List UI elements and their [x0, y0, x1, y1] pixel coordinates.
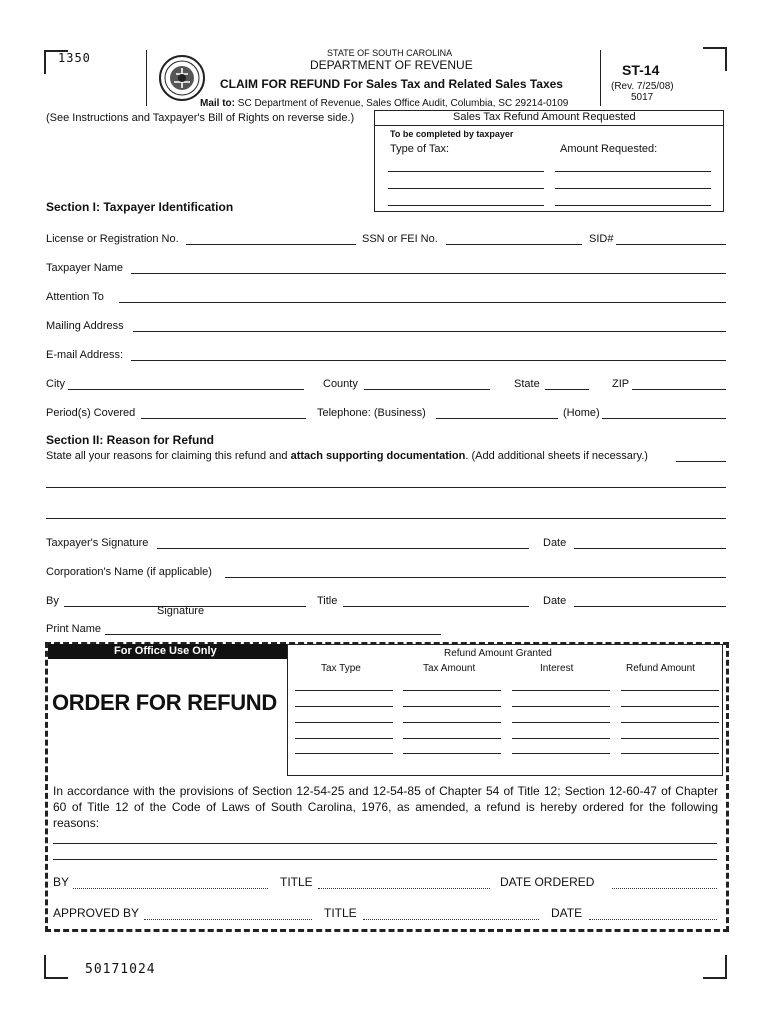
state-field[interactable] — [545, 389, 589, 390]
approved-by-label: APPROVED BY — [53, 906, 140, 920]
by-title-label: Title — [317, 595, 338, 607]
department-name: DEPARTMENT OF REVENUE — [310, 58, 473, 72]
approved-by-field[interactable] — [144, 919, 312, 920]
license-field[interactable] — [186, 244, 356, 245]
email-label: E-mail Address: — [46, 349, 124, 361]
corner-mark-top-right — [703, 47, 727, 71]
form-title: CLAIM FOR REFUND For Sales Tax and Related Sales Taxes — [220, 77, 563, 91]
signature-date-field[interactable] — [574, 548, 726, 549]
mail-to-line — [200, 97, 568, 110]
section1-heading: Section I: Taxpayer Identification — [46, 200, 234, 214]
granted-row4-col3[interactable] — [512, 738, 610, 739]
col-interest: Interest — [540, 663, 574, 674]
form-id: ST-14 — [622, 62, 660, 78]
approved-title-field[interactable] — [363, 919, 539, 920]
mailing-address-field[interactable] — [133, 331, 726, 332]
divider-right — [600, 50, 601, 106]
reason-line-1[interactable] — [46, 487, 726, 488]
corporation-name-field[interactable] — [225, 577, 726, 578]
corner-mark-bottom-right — [703, 955, 727, 979]
granted-row5-col2[interactable] — [403, 753, 501, 754]
col-refund-amount: Refund Amount — [626, 663, 695, 674]
license-label: License or Registration No. — [46, 233, 179, 245]
form-revision: (Rev. 7/25/08) — [611, 81, 674, 92]
telephone-business-field[interactable] — [436, 418, 558, 419]
granted-row5-col1[interactable] — [295, 753, 393, 754]
state-name: STATE OF SOUTH CAROLINA — [327, 48, 453, 58]
granted-row4-col1[interactable] — [295, 738, 393, 739]
section2-instruction-post: . (Add additional sheets if necessary.) — [465, 450, 648, 462]
order-by-label: BY — [53, 875, 70, 889]
city-label: City — [46, 378, 65, 390]
refund-granted-title: Refund Amount Granted — [444, 648, 552, 659]
amount-requested-label: Amount Requested: — [560, 143, 658, 155]
granted-row1-col3[interactable] — [512, 690, 610, 691]
granted-row2-col4[interactable] — [621, 706, 719, 707]
reason-line-2[interactable] — [46, 518, 726, 519]
order-title-field[interactable] — [318, 888, 490, 889]
granted-row3-col3[interactable] — [512, 722, 610, 723]
section2-instruction — [46, 450, 648, 463]
zip-field[interactable] — [632, 389, 726, 390]
footer-barcode-number: 50171024 — [85, 962, 156, 977]
corner-mark-bottom-left — [44, 955, 68, 979]
refund-box-title: Sales Tax Refund Amount Requested — [453, 111, 636, 123]
tax-type-field-2[interactable] — [388, 188, 544, 189]
mail-to-label: Mail to: — [200, 98, 235, 109]
county-field[interactable] — [364, 389, 490, 390]
order-for-refund-title: ORDER FOR REFUND — [52, 690, 277, 715]
tax-type-field-1[interactable] — [388, 171, 544, 172]
by-date-field[interactable] — [574, 606, 726, 607]
mail-to-address: SC Department of Revenue, Sales Office Audit, Columbia, SC 29214-0109 — [237, 98, 569, 109]
city-field[interactable] — [68, 389, 304, 390]
by-title-field[interactable] — [343, 606, 529, 607]
approved-date-label: DATE — [551, 906, 583, 920]
telephone-business-label: Telephone: (Business) — [317, 407, 426, 419]
office-use-banner-text: For Office Use Only — [114, 645, 217, 657]
section2-heading: Section II: Reason for Refund — [46, 433, 215, 447]
taxpayer-name-field[interactable] — [131, 273, 726, 274]
order-title-label: TITLE — [280, 875, 313, 889]
granted-row1-col4[interactable] — [621, 690, 719, 691]
granted-row1-col1[interactable] — [295, 690, 393, 691]
form-code: 1350 — [58, 51, 91, 65]
order-reason-line-2[interactable] — [53, 859, 717, 860]
granted-row5-col4[interactable] — [621, 753, 719, 754]
col-tax-type: Tax Type — [321, 663, 361, 674]
attention-label: Attention To — [46, 291, 104, 303]
amount-field-3[interactable] — [555, 205, 711, 206]
granted-row3-col1[interactable] — [295, 722, 393, 723]
granted-row4-col2[interactable] — [403, 738, 501, 739]
order-by-field[interactable] — [73, 888, 268, 889]
periods-label: Period(s) Covered — [46, 407, 136, 419]
by-signature-sublabel: Signature — [157, 605, 205, 617]
granted-row3-col2[interactable] — [403, 722, 501, 723]
section2-instruction-bold: attach supporting documentation — [290, 450, 466, 462]
mailing-address-label: Mailing Address — [46, 320, 124, 332]
divider-left — [146, 50, 147, 106]
date-ordered-label: DATE ORDERED — [500, 875, 595, 889]
sid-label: SID# — [589, 233, 614, 245]
periods-field[interactable] — [141, 418, 306, 419]
granted-row2-col2[interactable] — [403, 706, 501, 707]
state-seal-icon — [158, 54, 206, 102]
state-label: State — [514, 378, 540, 390]
order-text: In accordance with the provisions of Section 12-54-25 and 12-54-85 of Chapter 54 of Title 12; Section 12-60-47 of Chapter 60 of Title 12 of the Code of Laws of South Carolina, 1976, as amended, a refund is hereby ordered for the following reasons: — [53, 784, 718, 830]
attention-field[interactable] — [119, 302, 726, 303]
tax-type-field-3[interactable] — [388, 205, 544, 206]
amount-field-1[interactable] — [555, 171, 711, 172]
by-date-label: Date — [543, 595, 567, 607]
county-label: County — [323, 378, 358, 390]
form-rev-number: 5017 — [631, 92, 654, 103]
refund-box-header-rule — [375, 125, 723, 126]
granted-row1-col2[interactable] — [403, 690, 501, 691]
granted-row4-col4[interactable] — [621, 738, 719, 739]
refund-box-subtitle: To be completed by taxpayer — [390, 129, 514, 139]
instructions-note: (See Instructions and Taxpayer's Bill of Rights on reverse side.) — [46, 112, 355, 124]
granted-row2-col1[interactable] — [295, 706, 393, 707]
by-label: By — [46, 595, 59, 607]
section2-instruction-pre: State all your reasons for claiming this refund and — [46, 450, 291, 462]
ssn-field[interactable] — [446, 244, 582, 245]
order-reason-line-1[interactable] — [53, 843, 717, 844]
taxpayer-signature-label: Taxpayer's Signature — [46, 537, 149, 549]
granted-row5-col3[interactable] — [512, 753, 610, 754]
granted-row2-col3[interactable] — [512, 706, 610, 707]
sid-field[interactable] — [616, 244, 726, 245]
telephone-home-label: (Home) — [563, 407, 600, 419]
taxpayer-signature-field[interactable] — [157, 548, 529, 549]
print-name-label: Print Name — [46, 623, 102, 635]
zip-label: ZIP — [612, 378, 630, 390]
type-of-tax-label: Type of Tax: — [390, 143, 450, 155]
ssn-label: SSN or FEI No. — [362, 233, 438, 245]
date-ordered-field[interactable] — [612, 888, 717, 889]
col-tax-amount: Tax Amount — [423, 663, 476, 674]
amount-field-2[interactable] — [555, 188, 711, 189]
print-name-field[interactable] — [105, 634, 441, 635]
taxpayer-name-label: Taxpayer Name — [46, 262, 124, 274]
refund-requested-box — [374, 110, 724, 212]
reason-line-0[interactable] — [676, 461, 726, 462]
signature-date-label: Date — [543, 537, 567, 549]
telephone-home-field[interactable] — [602, 418, 726, 419]
approved-title-label: TITLE — [324, 906, 357, 920]
corporation-name-label: Corporation's Name (if applicable) — [46, 566, 212, 578]
approved-date-field[interactable] — [589, 919, 717, 920]
granted-row3-col4[interactable] — [621, 722, 719, 723]
email-field[interactable] — [131, 360, 726, 361]
